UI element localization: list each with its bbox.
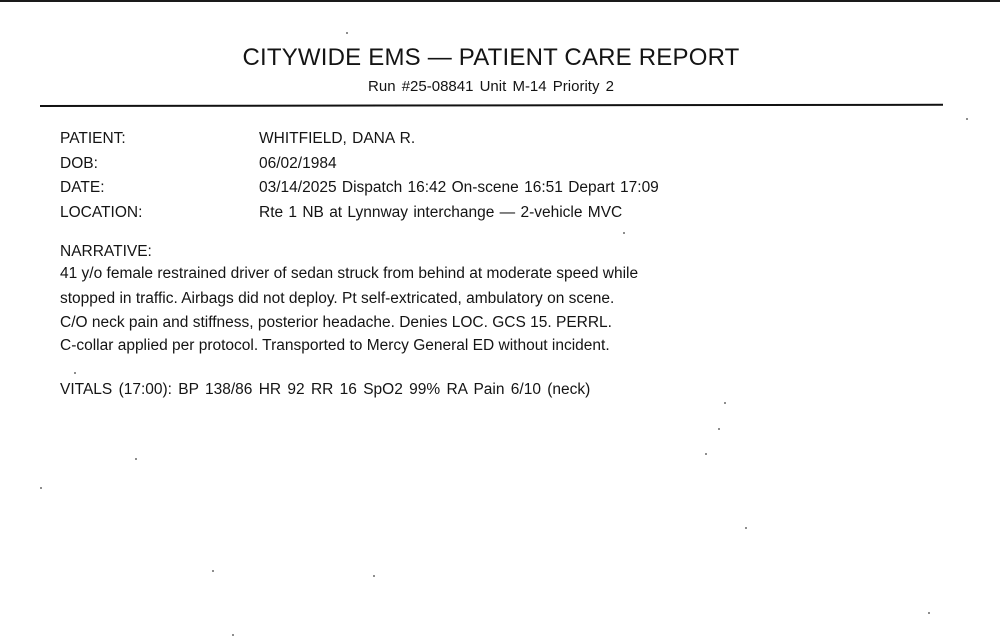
run-info: Run #25-08841 Unit M-14 Priority 2 (368, 78, 614, 95)
scan-speck (966, 118, 968, 120)
report-title: CITYWIDE EMS — PATIENT CARE REPORT (242, 44, 740, 71)
page-top-edge (0, 0, 1000, 2)
scan-speck (928, 612, 930, 614)
scan-speck (346, 32, 348, 34)
scan-speck (232, 634, 234, 636)
scan-speck (74, 372, 76, 374)
scan-speck (135, 458, 137, 460)
scan-speck (373, 575, 375, 577)
field-value: WHITFIELD, DANA R. (259, 130, 416, 147)
header-divider (40, 104, 943, 107)
scan-speck (623, 232, 625, 234)
scan-speck (718, 428, 720, 430)
scan-speck (212, 570, 214, 572)
scan-speck (724, 402, 726, 404)
field-value: 06/02/1984 (259, 155, 337, 172)
field-label: DATE: (60, 179, 105, 196)
scan-speck (40, 487, 42, 489)
field-label: LOCATION: (60, 204, 143, 221)
field-label: DOB: (60, 155, 98, 172)
narrative-line: C-collar applied per protocol. Transported to Mercy General ED without incident. (60, 337, 610, 354)
field-value: 03/14/2025 Dispatch 16:42 On-scene 16:51 Depart 17:09 (259, 179, 659, 196)
field-label: PATIENT: (60, 130, 126, 147)
narrative-line: C/O neck pain and stiffness, posterior headache. Denies LOC. GCS 15. PERRL. (60, 314, 612, 331)
scan-speck (705, 453, 707, 455)
narrative-line: stopped in traffic. Airbags did not deploy. Pt self-extricated, ambulatory on scene. (60, 290, 615, 307)
scan-speck (745, 527, 747, 529)
narrative-label: NARRATIVE: (60, 243, 152, 260)
vitals-line: VITALS (17:00): BP 138/86 HR 92 RR 16 SpO2 99% RA Pain 6/10 (neck) (60, 381, 591, 398)
field-value: Rte 1 NB at Lynnway interchange — 2-vehicle MVC (259, 204, 623, 221)
narrative-line: 41 y/o female restrained driver of sedan struck from behind at moderate speed while (60, 265, 639, 282)
